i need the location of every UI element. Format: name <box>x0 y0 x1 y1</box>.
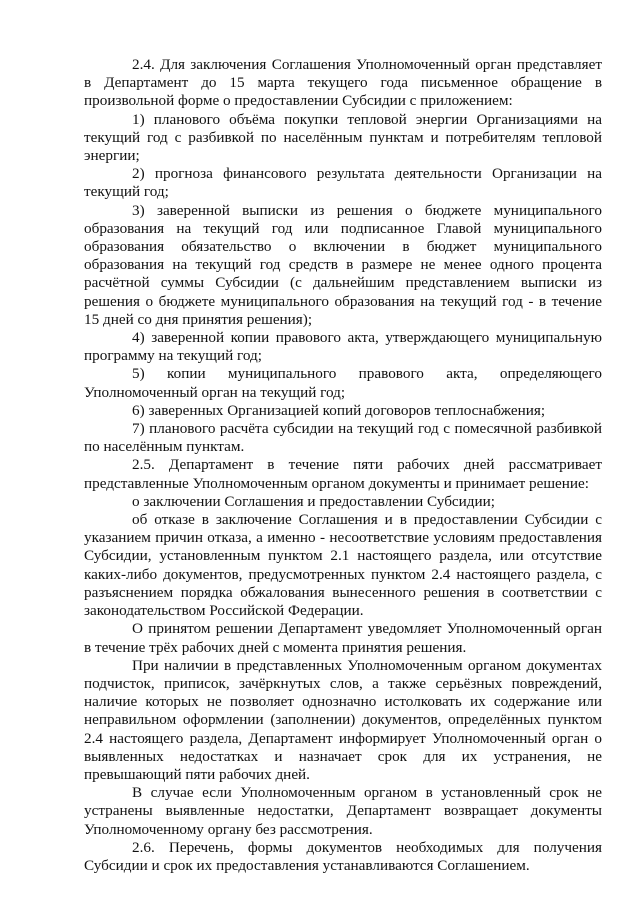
return-documents-paragraph: В случае если Уполномоченным органом в установленный срок не устранены выявленные недостатки, Департамент возвращает документы Уполномоченному органу без рассмотрения. <box>84 784 602 838</box>
paragraph-2-5: 2.5. Департамент в течение пяти рабочих дней рассматривает представленные Уполномоченным органом документы и принимает решение: <box>84 456 602 492</box>
list-item-3: 3) заверенной выписки из решения о бюджете муниципального образования на текущий год или подписанное Главой муниципального образования обязательство о включении в бюджет муниципального образования на текущий год средств в размере не менее одного процента расчётной суммы Субсидии (с дальнейшим представлением выписки из решения о бюджете муниципального образования на текущий год - в течение 15 дней со дня принятия решения); <box>84 201 602 328</box>
paragraph-2-6: 2.6. Перечень, формы документов необходимых для получения Субсидии и срок их предоставления устанавливаются Соглашением. <box>84 838 602 874</box>
list-item-6: 6) заверенных Организацией копий договоров теплоснабжения; <box>132 401 546 419</box>
list-item-5: 5) копии муниципального правового акта, определяющего Уполномоченный орган на текущий год; <box>84 365 602 401</box>
list-item-4: 4) заверенной копии правового акта, утверждающего муниципальную программу на текущий год; <box>84 329 602 365</box>
paragraph-2-4: 2.4. Для заключения Соглашения Уполномоченный орган представляет в Департамент до 15 марта текущего года письменное обращение в произвольной форме о предоставлении Субсидии с приложением: <box>84 56 602 110</box>
decision-option-refuse: об отказе в заключение Соглашения и в предоставлении Субсидии с указанием причин отказа, а именно - несоответствие условиям предоставления Субсидии, установленным пунктом 2.1 настоящего раздела, или отсутствие каких-либо документов, предусмотренных пунктом 2.4 настоящего раздела, с разъяснением порядка обжалования вынесенного решения в соответствии с законодательством Российской Федерации. <box>84 511 602 620</box>
notification-paragraph: О принятом решении Департамент уведомляет Уполномоченный орган в течение трёх рабочих дней с момента принятия решения. <box>84 620 602 656</box>
decision-option-approve: о заключении Соглашения и предоставлении Субсидии; <box>132 492 495 510</box>
list-item-2: 2) прогноза финансового результата деятельности Организации на текущий год; <box>84 165 602 201</box>
deficiencies-paragraph: При наличии в представленных Уполномоченным органом документах подчисток, приписок, зачёркнутых слов, а также серьёзных повреждений, наличие которых не позволяет однозначно истолковать их содержание или неправильном оформлении (заполнении) документов, определённых пунктом 2.4 настоящего раздела, Департамент информирует Уполномоченный орган о выявленных недостатках и назначает срок для их устранения, не превышающий пяти рабочих дней. <box>84 656 602 783</box>
list-item-7: 7) планового расчёта субсидии на текущий год с помесячной разбивкой по населённым пунктам. <box>84 420 602 456</box>
document-page <box>84 56 602 875</box>
list-item-1: 1) планового объёма покупки тепловой энергии Организациями на текущий год с разбивкой по населённым пунктам и потребителям тепловой энергии; <box>84 110 602 165</box>
